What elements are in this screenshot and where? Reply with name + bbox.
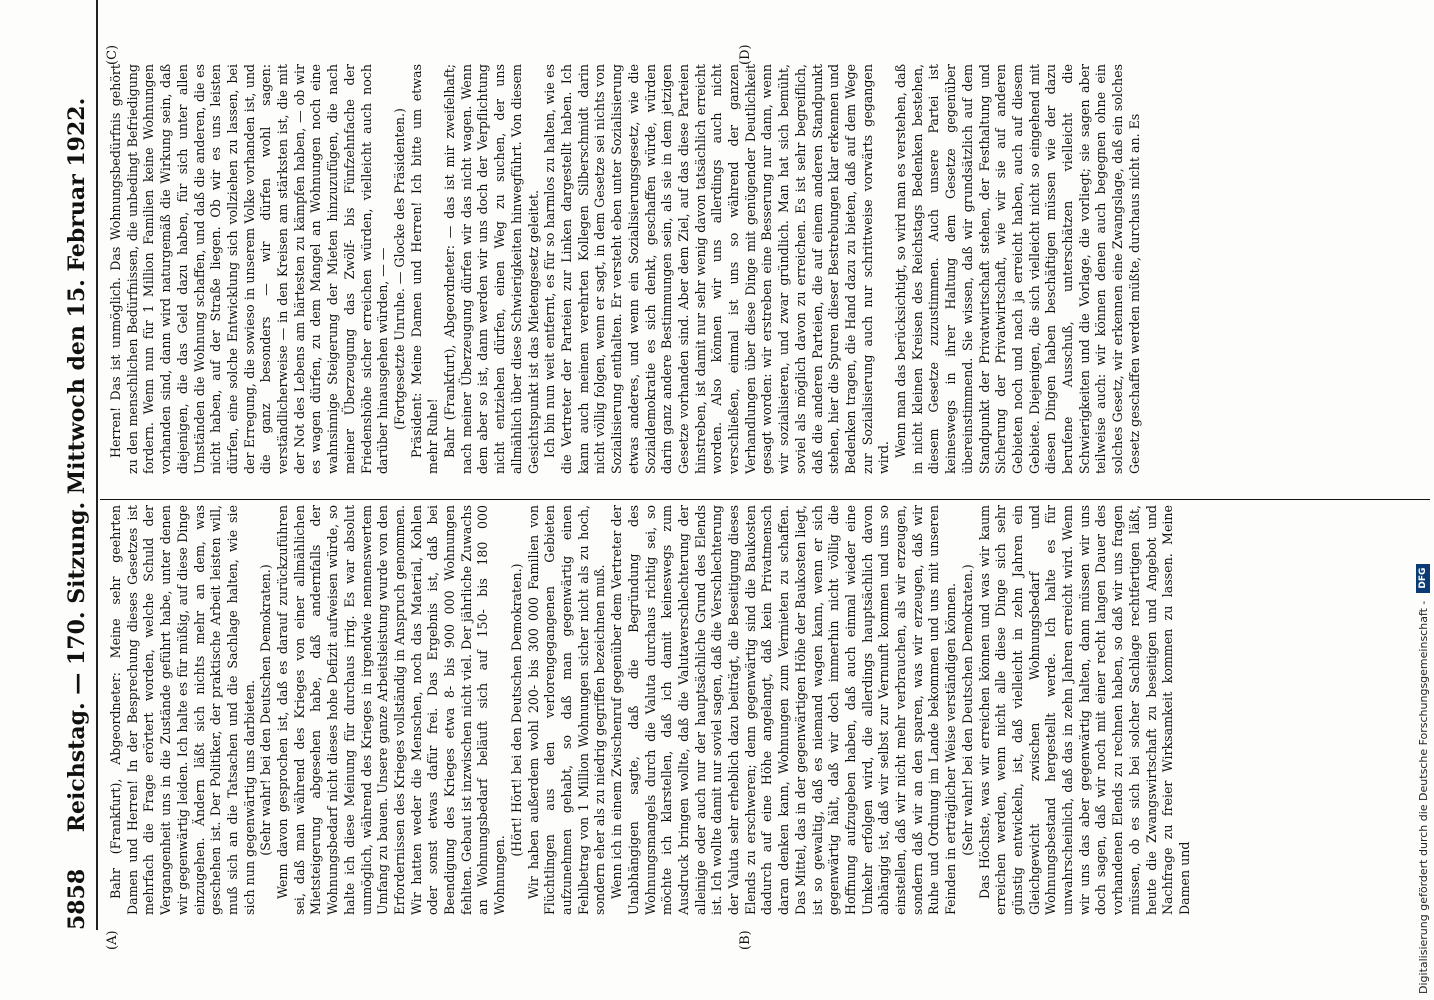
margin-mark-d: (D) xyxy=(738,44,753,65)
margin-mark-b: (B) xyxy=(738,930,753,950)
margin-mark-c: (C) xyxy=(105,44,120,65)
paragraph: Bahr (Frankfurt), Abgeordneter: — das ist mir zweifelhaft; nach meiner Überzeugung dürfen wir das nicht wagen. Wenn dem aber so ist, dann werden wir uns doch der Verpflichtung nicht entziehen dürfen, einen Weg zu suchen, der uns allmählich über diese Schwierigkeiten hinwegführt. Von diesem Gesichtspunkt ist das Mietengesetz geleitet. xyxy=(442,64,541,474)
left-column xyxy=(108,505,1194,915)
paragraph: Präsident: Meine Damen und Herren! Ich bitte um etwas mehr Ruhe! xyxy=(408,64,441,474)
paragraph: Das Höchste, was wir erreichen können und was wir kaum erreichen werden, wenn nicht alle diese Dinge sich sehr günstig entwickeln, ist, daß vielleicht in zehn Jahren ein Gleichgewicht zwischen Wohnungsbedarf und Wohnungsbestand hergestellt werde. Ich halte es für unwahrscheinlich, daß das in zehn Jahren erreicht wird. Wenn wir uns das aber gegenwärtig halten, dann müssen wir uns doch sagen, daß wir noch mit einer recht langen Dauer des vorhandenen Elends zu rechnen haben, so daß wir uns fragen müssen, ob es sich bei solcher Sachlage rechtfertigen läßt, heute die Zwangswirtschaft zu beseitigen und Angebot und Nachfrage zu freier Wirksamkeit kommen zu lassen. Meine Damen und xyxy=(976,505,1192,915)
digitization-credit xyxy=(1412,14,1434,994)
page-number: 5858 xyxy=(64,868,90,930)
credit-text: Digitalisierung gefördert durch die Deutsche Forschungsgemeinschaft - xyxy=(1416,600,1430,994)
paragraph: Bahr (Frankfurt), Abgeordneter: Meine sehr geehrten Damen und Herren! In der Besprechung dieses Gesetzes ist mehrfach die Frage erörtert worden, welche Schuld der Vergangenheit uns in die Zustände geführt habe, unter denen wir gegenwärtig leiden. Ich halte es für müßig, auf diese Dinge einzugehen. Ändern läßt sich nichts mehr an dem, was geschehen ist. Der Politiker, der praktische Arbeit leisten will, muß sich an die Tatsachen und die Sachlage halten, wie sie sich nun gegenwärtig uns darbieten. xyxy=(108,505,257,915)
paragraph: Herren! Das ist unmöglich. Das Wohnungsbedürfnis gehört zu den menschlichen Bedürfnissen, die unbedingt Befriedigung fordern. Wenn nun für 1 Million Familien keine Wohnungen vorhanden sind, dann wird naturgemäß die Wirkung sein, daß diejenigen, die das Geld dazu haben, für sich unter allen Umständen die Wohnung schaffen, und daß die anderen, die es nicht haben, auf der Straße liegen. Ob wir es uns leisten dürfen, eine solche Entwicklung sich vollziehen zu lassen, bei der Erregung, die sowieso in unserem Volke vorhanden ist, und die ganz besonders — wir dürfen wohl sagen: verständlicherweise — in den Kreisen am stärksten ist, die mit der Not des Lebens am härtesten zu kämpfen haben, — ob wir es wagen dürfen, zu dem Mangel an Wohnungen noch eine wahnsinnige Steigerung der Mieten hinzuzufügen, die nach meiner Überzeugung das Zwölf- bis Fünfzehnfache der Friedenshöhe sicher erreichen würden, vielleicht auch noch darüber hinausgehen würden, — — xyxy=(108,64,391,474)
paragraph: Wenn ich in einem Zwischenruf gegenüber dem Vertreter der Unabhängigen sagte, daß die Begründung des Wohnungsmangels durch die Valuta durchaus richtig sei, so möchte ich klarstellen, daß ich damit keineswegs zum Ausdruck bringen wollte, daß die Valutaverschlechterung der alleinige oder auch nur der hauptsächliche Grund des Elends ist. Ich wollte damit nur soviel sagen, daß die Verschlechterung der Valuta sehr erheblich dazu beiträgt, die Beseitigung dieses Elends zu erschweren; denn gegenwärtig sind die Baukosten dadurch auf eine Höhe angelangt, daß kein Privatmensch daran denken kann, Wohnungen zum Vermieten zu schaffen. Das Mittel, das in der gegenwärtigen Höhe der Baukosten liegt, ist so gewaltig, daß es niemand wagen kann, wenn er sich gegenwärtig hält, daß wir doch immerhin nicht völlig die Hoffnung aufzugeben haben, daß auch einmal wieder eine Umkehr erfolgen wird, die allerdings hauptsächlich davon abhängig ist, daß wir selbst zur Vernunft kommen und uns so einstellen, daß wir nicht mehr verbrauchen, als wir erzeugen, sondern daß wir an den sparen, was wir erzeugen, daß wir Ruhe und Ordnung im Lande bekommen und uns mit unseren Feinden in erträglicher Weise verständigen können. xyxy=(609,505,959,915)
interjection: (Hört! Hört! bei den Deutschen Demokraten.) xyxy=(508,563,524,857)
dfg-logo: DFG xyxy=(1416,564,1430,593)
column-divider xyxy=(100,499,1430,500)
running-title: Reichstag. — 170. Sitzung. Mittwoch den 15. Februar 1922. xyxy=(64,97,90,833)
page-header xyxy=(58,0,98,930)
paragraph: Ich bin nun weit entfernt, es für so harmlos zu halten, wie es die Vertreter der Parteien zur Linken dargestellt haben. Ich kann auch meinem verehrten Kollegen Silberschmidt darin nicht völlig folgen, wenn er sagt, in dem Gesetze sei nichts von Sozialisierung enthalten. Er versteht eben unter Sozialisierung etwas anderes, und wenn ein Sozialisierungsgesetz, wie die Sozialdemokratie es sich denkt, geschaffen würde, würden darin ganz andere Bestimmungen sein, als sie in dem jetzigen Gesetze vorhanden sind. Aber dem Ziel, auf das diese Parteien hinstreben, ist damit nur sehr wenig davon tatsächlich erreicht worden. Also können wir uns allerdings auch nicht verschließen, einmal ist uns so während der ganzen Verhandlungen über diese Dinge mit genügender Deutlichkeit gesagt worden: wir erstreben eine Besserung nur dann, wenn wir sozialisieren, und zwar gründlich. Man hat sich bemüht, soviel als möglich davon zu erreichen. Es ist sehr begreiflich, daß die anderen Parteien, die auf einem anderen Standpunkt stehen, hier die Spuren dieser Bestrebungen klar erkennen und Bedenken tragen, die Hand dazu zu bieten, daß auf dem Wege zur Sozialisierung auch nur schrittweise vorwärts gegangen wird. xyxy=(542,64,892,474)
paragraph: Wenn man das berücksichtigt, so wird man es verstehen, daß in nicht kleinen Kreisen des Reichstags Bedenken bestehen, diesem Gesetze zuzustimmen. Auch unsere Partei ist keineswegs in ihrer Haltung dem Gesetze gegenüber übereinstimmend. Sie wissen, daß wir grundsätzlich auf dem Standpunkt der Privatwirtschaft stehen, der Festhaltung und Sicherung der Privatwirtschaft, wie wir sie auf anderen Gebieten noch und nach ja erreicht haben, auch auf diesem Gebiete. Diejenigen, die sich vielleicht nicht so eingehend mit diesen Dingen haben beschäftigen müssen wie der dazu berufene Ausschuß, unterschätzen vielleicht die Schwierigkeiten und die Vorlage, die vorliegt; sie sagen aber teilweise auch: wir können denen auch begegnen ohne ein solches Gesetz, wir erkennen eine Zwangslage, daß ein solches Gesetz geschaffen werden müßte, durchaus nicht an. Es xyxy=(893,64,1142,474)
interjection: (Sehr wahr! bei den Deutschen Demokraten.) xyxy=(258,564,274,856)
margin-mark-a: (A) xyxy=(105,930,120,950)
right-column xyxy=(108,64,1144,474)
paragraph: Wenn davon gesprochen ist, daß es darauf zurückzuführen sei, daß man während des Krieges von einer allmählichen Mietsteigerung abgesehen habe, daß andernfalls der Wohnungsbedarf nicht dieses hohe Defizit aufweisen würde, so halte ich diese Meinung für durchaus irrig. Es war absolut unmöglich, während des Krieges in irgendwie nennenswertem Umfang zu bauen. Unsere ganze Arbeitsleistung wurde von den Erfordernissen des Krieges vollständig in Anspruch genommen. Wir hatten weder die Menschen, noch das Material, Kohlen oder sonst etwas dafür frei. Das Ergebnis ist, daß bei Beendigung des Krieges etwa 8- bis 900 000 Wohnungen fehlten. Gebaut ist inzwischen nicht viel. Der jährliche Zuwachs an Wohnungsbedarf beläuft sich auf 150- bis 180 000 Wohnungen. xyxy=(275,505,508,915)
interjection: (Sehr wahr! bei den Deutschen Demokraten.) xyxy=(959,564,975,856)
interjection: (Fortgesetzte Unruhe. — Glocke des Präsidenten.) xyxy=(391,108,407,430)
paragraph: Wir haben außerdem wohl 200- bis 300 000 Familien von Flüchtlingen aus den verlorengegangenen Gebieten aufzunehmen gehabt, so daß man gegenwärtig einen Fehlbetrag von 1 Million Wohnungen sicher nicht als zu hoch, sondern eher als zu niedrig gegriffen bezeichnen muß. xyxy=(525,505,608,915)
